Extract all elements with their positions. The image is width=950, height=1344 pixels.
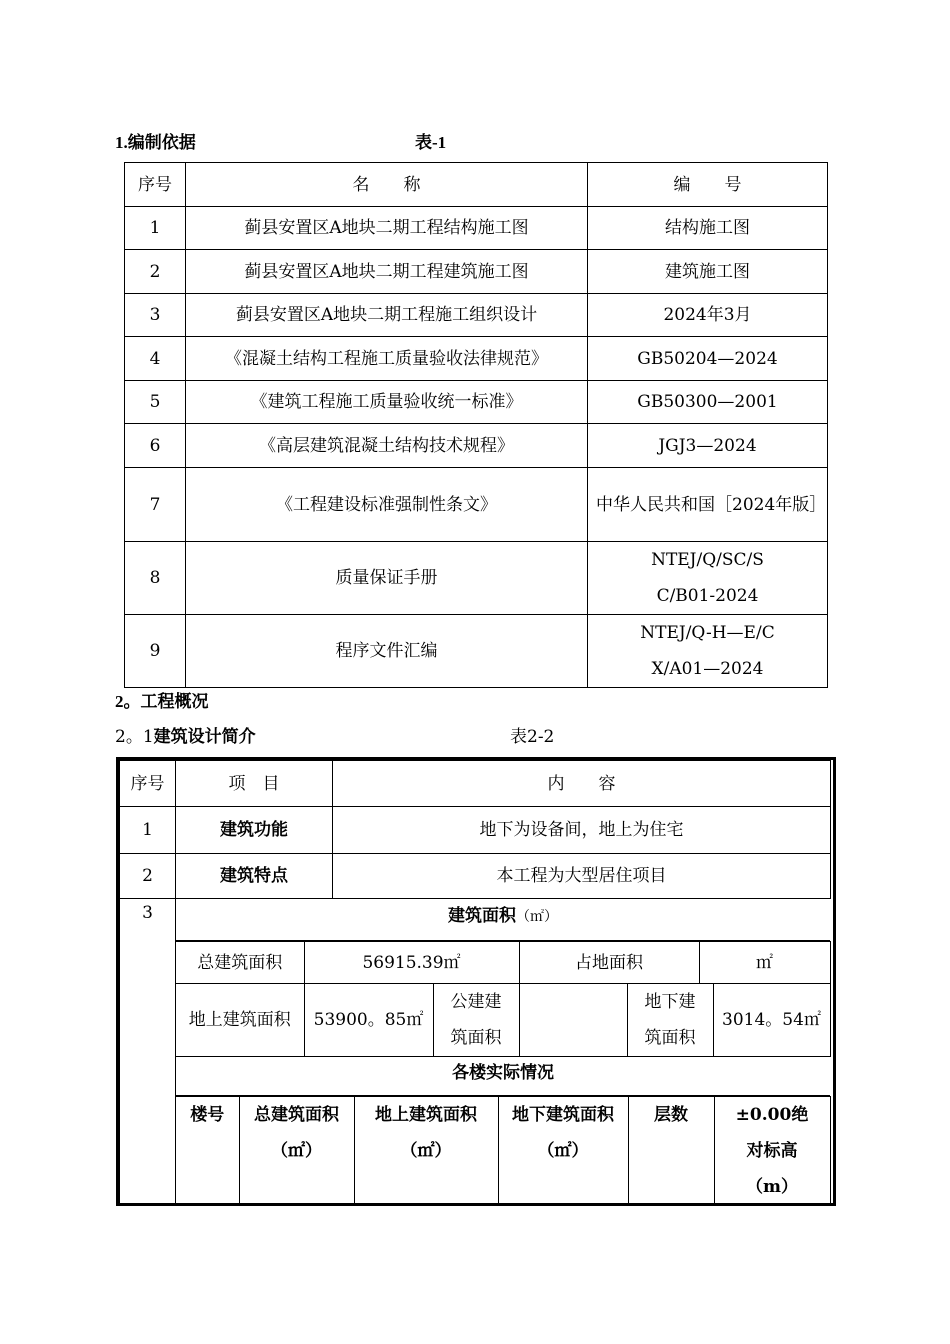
area-row-1 (176, 941, 831, 984)
site-area-label: 占地面积 (519, 942, 699, 984)
total-area-value: 56915.39㎡ (304, 942, 519, 984)
header-code: 编 号 (588, 163, 828, 207)
row-code: GB50204—2024 (588, 337, 828, 381)
table-row (125, 542, 828, 615)
section-2-title: 2。工程概况 (115, 692, 209, 711)
row-no: 1 (125, 207, 186, 250)
col-above-area: 地上建筑面积（㎡） (354, 1097, 498, 1206)
row-code: 中华人民共和国［2024年版］ (588, 468, 828, 542)
header-item: 项 目 (176, 761, 333, 807)
area-unit: （㎡） (516, 909, 558, 925)
above-area-value: 53900。85㎡ (304, 984, 433, 1057)
header-name: 名 称 (186, 163, 588, 207)
col-total-area: 总建筑面积（㎡） (239, 1097, 354, 1206)
header-no: 序号 (125, 163, 186, 207)
row-no: 1 (120, 807, 176, 854)
table-row (125, 207, 828, 250)
table-row (120, 854, 831, 899)
row-name: 质量保证手册 (186, 542, 588, 615)
row-code: NTEJ/Q/SC/SC/B01-2024 (588, 542, 828, 615)
row-code: NTEJ/Q-H—E/CX/A01—2024 (588, 615, 828, 688)
building-header-row (176, 1096, 831, 1205)
col-below-area: 地下建筑面积（㎡） (498, 1097, 628, 1206)
row-item: 建筑特点 (176, 854, 333, 899)
area-row-2 (176, 983, 831, 1057)
table-header-row (125, 163, 828, 207)
reference-table (124, 162, 828, 688)
row-name: 程序文件汇编 (186, 615, 588, 688)
row-no: 3 (125, 294, 186, 337)
section-2-1-prefix: 2。1 (115, 727, 154, 747)
col-elevation: ±0.00绝对标高（m） (714, 1097, 830, 1206)
table-header-row (120, 761, 831, 807)
col-building-no: 楼号 (176, 1097, 239, 1206)
design-table (119, 760, 831, 899)
row-name: 蓟县安置区A地块二期工程建筑施工图 (186, 250, 588, 294)
row-no: 8 (125, 542, 186, 615)
row-no: 5 (125, 381, 186, 424)
total-area-label: 总建筑面积 (176, 942, 304, 984)
table-row (125, 337, 828, 381)
header-content: 内 容 (333, 761, 831, 807)
row-name: 蓟县安置区A地块二期工程施工组织设计 (186, 294, 588, 337)
section-1-title: 1.编制依据 (115, 133, 196, 152)
row-content: 本工程为大型居住项目 (333, 854, 831, 899)
table-1-label: 表-1 (415, 133, 447, 152)
table-row (125, 615, 828, 688)
row-name: 《高层建筑混凝土结构技术规程》 (186, 424, 588, 468)
section-2-1-title: 建筑设计简介 (153, 727, 256, 747)
row-no: 4 (125, 337, 186, 381)
row-name: 《建筑工程施工质量验收统一标准》 (186, 381, 588, 424)
table-row (125, 424, 828, 468)
section-2-1-heading (115, 722, 256, 747)
row-name: 《混凝土结构工程施工质量验收法律规范》 (186, 337, 588, 381)
header-no: 序号 (120, 761, 176, 807)
row-no: 7 (125, 468, 186, 542)
site-area-value: ㎡ (699, 942, 830, 984)
row-no: 6 (125, 424, 186, 468)
row-item: 建筑功能 (176, 807, 333, 854)
table-row (120, 807, 831, 854)
col-floors: 层数 (628, 1097, 714, 1206)
row-no: 9 (125, 615, 186, 688)
row-no: 2 (120, 854, 176, 899)
table-2-label: 表2-2 (510, 727, 555, 747)
public-area-value (519, 984, 627, 1057)
above-area-label: 地上建筑面积 (176, 984, 304, 1057)
area-title-text: 建筑面积 (448, 906, 516, 926)
table-row (125, 468, 828, 542)
table-row (125, 381, 828, 424)
row-name: 蓟县安置区A地块二期工程结构施工图 (186, 207, 588, 250)
row-no: 3 (119, 898, 176, 1203)
public-area-label: 公建建筑面积 (433, 984, 519, 1057)
row-no: 2 (125, 250, 186, 294)
row-code: 2024年3月 (588, 294, 828, 337)
row-content: 地下为设备间，地上为住宅 (333, 807, 831, 854)
row-code: GB50300—2001 (588, 381, 828, 424)
area-title (176, 898, 830, 941)
table-row (125, 250, 828, 294)
building-title: 各楼实际情况 (176, 1056, 830, 1096)
row-name: 《工程建设标准强制性条文》 (186, 468, 588, 542)
row-code: 建筑施工图 (588, 250, 828, 294)
below-area-value: 3014。54㎡ (713, 984, 830, 1057)
row-code: 结构施工图 (588, 207, 828, 250)
below-area-label: 地下建筑面积 (627, 984, 713, 1057)
row-code: JGJ3—2024 (588, 424, 828, 468)
table-row (125, 294, 828, 337)
